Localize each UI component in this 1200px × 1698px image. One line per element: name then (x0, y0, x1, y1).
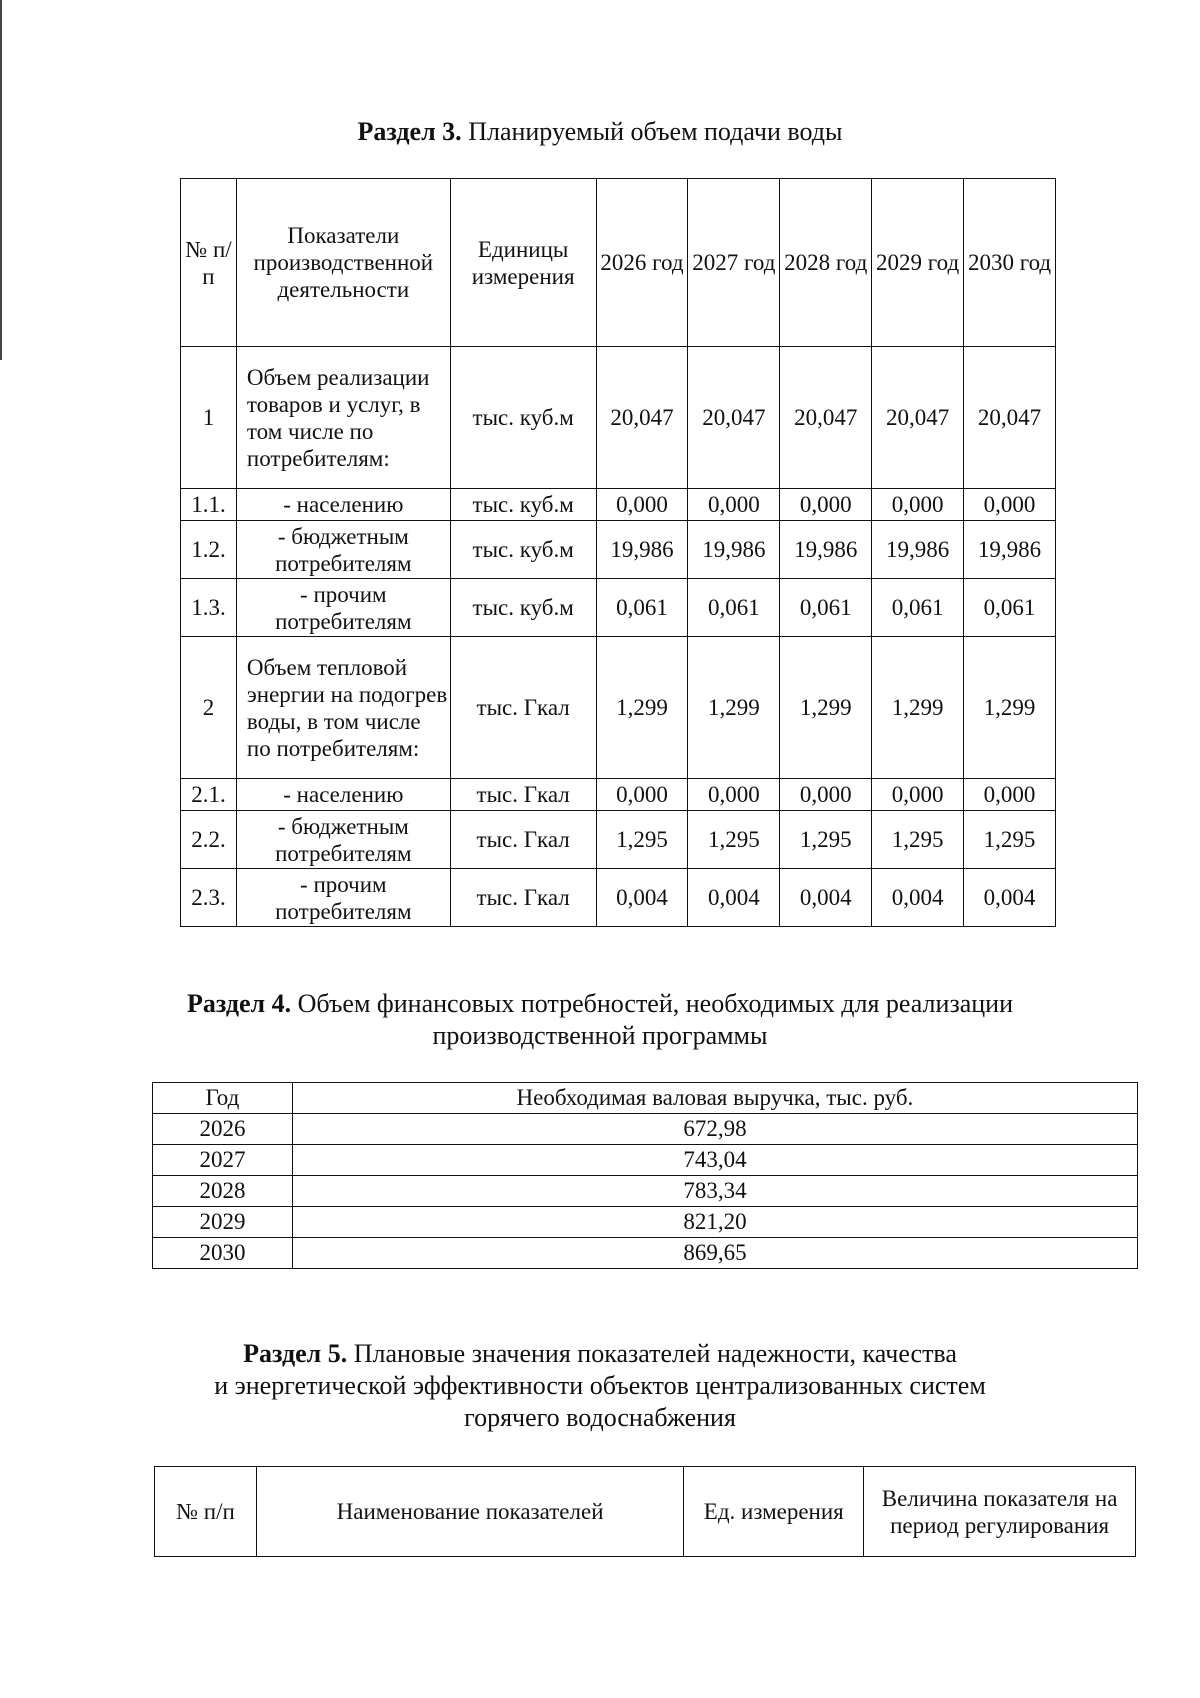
header-unit: Единицы измерения (450, 179, 596, 347)
row-value: 0,000 (688, 489, 780, 521)
table-row (181, 811, 1056, 869)
row-name: - бюджетным потребителям (236, 521, 450, 579)
row-value: 672,98 (292, 1114, 1137, 1145)
row-value: 0,004 (688, 869, 780, 927)
row-value: 0,061 (872, 579, 964, 637)
row-value: 1,299 (872, 637, 964, 779)
row-value: 1,299 (780, 637, 872, 779)
row-name: - прочим потребителям (236, 579, 450, 637)
row-year: 2029 (153, 1207, 293, 1238)
section5-title (0, 1338, 1200, 1434)
row-value: 20,047 (596, 347, 688, 489)
row-unit: тыс. Гкал (450, 811, 596, 869)
table-row (153, 1114, 1138, 1145)
row-value: 0,061 (688, 579, 780, 637)
table-row (181, 779, 1056, 811)
section5-title-line2: и энергетической эффективности объектов централизованных систем (214, 1371, 986, 1400)
section4-title (0, 988, 1200, 1052)
row-value: 19,986 (596, 521, 688, 579)
table-row (181, 521, 1056, 579)
row-unit: тыс. куб.м (450, 579, 596, 637)
header-year: 2027 год (688, 179, 780, 347)
header-revenue: Необходимая валовая выручка, тыс. руб. (292, 1083, 1137, 1114)
row-num: 2.2. (181, 811, 237, 869)
header-year: 2026 год (596, 179, 688, 347)
row-value: 19,986 (780, 521, 872, 579)
row-value: 20,047 (964, 347, 1056, 489)
header-year: 2029 год (872, 179, 964, 347)
row-value: 0,000 (872, 779, 964, 811)
row-year: 2026 (153, 1114, 293, 1145)
section5-table (154, 1466, 1136, 1557)
section3-table (180, 178, 1056, 927)
row-unit: тыс. куб.м (450, 347, 596, 489)
row-value: 1,295 (872, 811, 964, 869)
table-row (153, 1176, 1138, 1207)
section4-label: Раздел 4. (186, 989, 292, 1018)
row-num: 1.1. (181, 489, 237, 521)
row-year: 2028 (153, 1176, 293, 1207)
row-unit: тыс. Гкал (450, 637, 596, 779)
table-row (153, 1145, 1138, 1176)
row-value: 20,047 (872, 347, 964, 489)
row-value: 1,299 (964, 637, 1056, 779)
row-value: 1,295 (780, 811, 872, 869)
header-value: Величина показателя на период регулирования (864, 1467, 1136, 1557)
row-num: 1.3. (181, 579, 237, 637)
row-value: 0,004 (596, 869, 688, 927)
row-value: 0,000 (872, 489, 964, 521)
row-value: 19,986 (872, 521, 964, 579)
row-value: 20,047 (780, 347, 872, 489)
row-value: 19,986 (688, 521, 780, 579)
row-year: 2027 (153, 1145, 293, 1176)
row-value: 1,299 (688, 637, 780, 779)
table-row (153, 1238, 1138, 1269)
table-row (181, 579, 1056, 637)
row-year: 2030 (153, 1238, 293, 1269)
header-num: № п/п (155, 1467, 257, 1557)
row-value: 1,295 (964, 811, 1056, 869)
header-year: 2028 год (780, 179, 872, 347)
row-name: Объем тепловой энергии на подогрев воды, в том числе по потребителям: (236, 637, 450, 779)
row-name: - населению (236, 489, 450, 521)
section4-title-line1 (0, 988, 1200, 1020)
row-value: 0,061 (964, 579, 1056, 637)
section5-title-line3: горячего водоснабжения (464, 1403, 736, 1432)
row-value: 1,295 (596, 811, 688, 869)
row-value: 0,000 (964, 489, 1056, 521)
row-value: 1,299 (596, 637, 688, 779)
header-indicator: Показатели производственной деятельности (236, 179, 450, 347)
row-unit: тыс. Гкал (450, 869, 596, 927)
section3-title-text: Планируемый объем подачи воды (468, 117, 843, 146)
row-unit: тыс. куб.м (450, 489, 596, 521)
row-value: 0,061 (596, 579, 688, 637)
row-value: 783,34 (292, 1176, 1137, 1207)
row-value: 0,000 (596, 779, 688, 811)
row-value: 1,295 (688, 811, 780, 869)
table-row (181, 489, 1056, 521)
row-num: 1 (181, 347, 237, 489)
section5-header-row (155, 1467, 1136, 1557)
row-name: - прочим потребителям (236, 869, 450, 927)
header-unit: Ед. измерения (684, 1467, 864, 1557)
header-name: Наименование показателей (256, 1467, 683, 1557)
section5-label: Раздел 5. (243, 1339, 348, 1368)
row-value: 0,004 (964, 869, 1056, 927)
row-name: Объем реализации товаров и услуг, в том числе по потребителям: (236, 347, 450, 489)
table-row (181, 637, 1056, 779)
row-unit: тыс. куб.м (450, 521, 596, 579)
row-value: 0,004 (780, 869, 872, 927)
section5-title-line1 (0, 1338, 1200, 1370)
row-value: 20,047 (688, 347, 780, 489)
row-value: 0,000 (596, 489, 688, 521)
table-row (181, 869, 1056, 927)
section4-header-row (153, 1083, 1138, 1114)
header-year: Год (153, 1083, 293, 1114)
row-name: - населению (236, 779, 450, 811)
row-name: - бюджетным потребителям (236, 811, 450, 869)
row-value: 0,061 (780, 579, 872, 637)
row-num: 2.3. (181, 869, 237, 927)
table-row (153, 1207, 1138, 1238)
row-value: 0,000 (964, 779, 1056, 811)
section5-title-text: Плановые значения показателей надежности, качества (353, 1339, 957, 1368)
section4-title-line2: производственной программы (432, 1021, 768, 1050)
section4-title-text: Объем финансовых потребностей, необходимых для реализации (297, 989, 1014, 1018)
row-value: 0,000 (780, 779, 872, 811)
header-year: 2030 год (964, 179, 1056, 347)
page-edge-line (0, 0, 2, 360)
table-row (181, 347, 1056, 489)
row-value: 0,004 (872, 869, 964, 927)
row-value: 743,04 (292, 1145, 1137, 1176)
row-unit: тыс. Гкал (450, 779, 596, 811)
section3-label: Раздел 3. (357, 117, 462, 146)
row-value: 19,986 (964, 521, 1056, 579)
header-num: № п/п (181, 179, 237, 347)
row-value: 0,000 (688, 779, 780, 811)
row-value: 869,65 (292, 1238, 1137, 1269)
section3-title (0, 116, 1200, 148)
row-num: 2 (181, 637, 237, 779)
row-value: 821,20 (292, 1207, 1137, 1238)
row-num: 1.2. (181, 521, 237, 579)
row-num: 2.1. (181, 779, 237, 811)
section3-header-row (181, 179, 1056, 347)
row-value: 0,000 (780, 489, 872, 521)
section4-table (152, 1082, 1138, 1269)
